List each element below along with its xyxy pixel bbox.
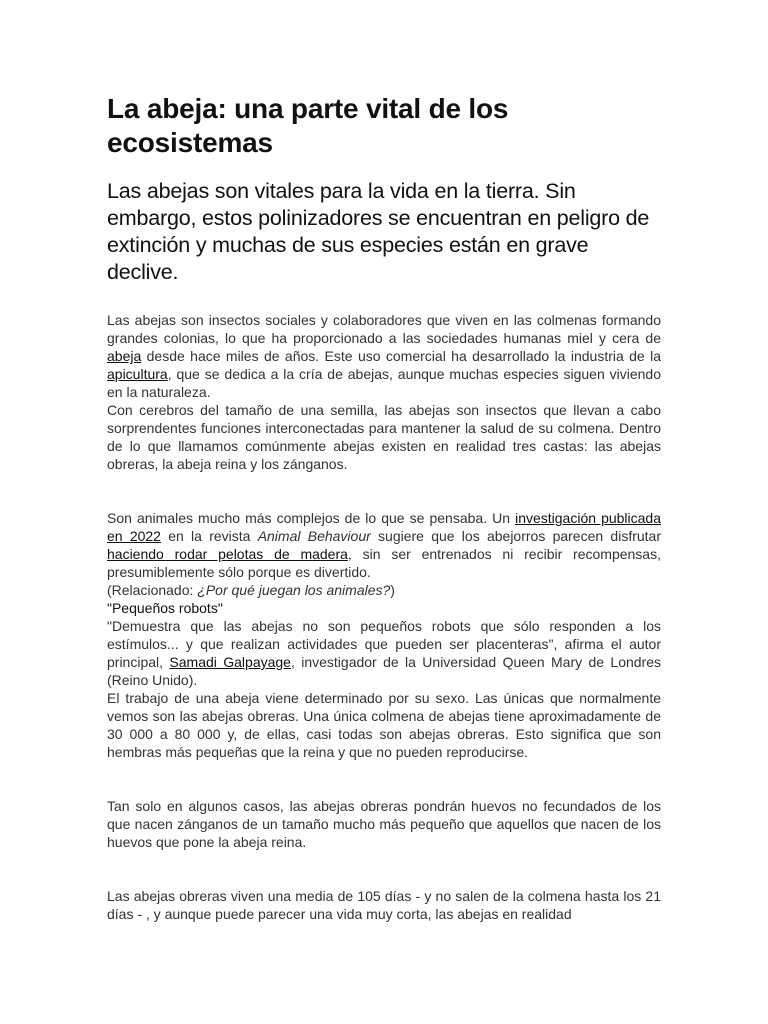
paragraph-text: , que se dedica a la cría de abejas, aunque muchas especies siguen viviendo en la naturaleza.: [107, 366, 661, 400]
link-abeja[interactable]: abeja: [107, 348, 142, 364]
link-apicultura[interactable]: apicultura: [107, 366, 168, 382]
link-pelotas-madera[interactable]: haciendo rodar pelotas de madera: [107, 546, 348, 562]
article: [107, 92, 661, 923]
paragraph-text: en la revista: [160, 528, 258, 544]
paragraph-1: [107, 311, 661, 401]
paragraph-text: Las abejas son insectos sociales y colaboradores que viven en las colmenas formando grandes colonias, lo que ha proporcionado a las sociedades humanas miel y cera de: [107, 312, 661, 346]
article-body: [107, 311, 661, 923]
related-prefix: (Relacionado:: [107, 582, 198, 598]
paragraph-2: Con cerebros del tamaño de una semilla, las abejas son insectos que llevan a cabo sorprendentes funciones interconectadas para mantener la salud de su colmena. Dentro de lo que llamamos comúnmente abejas existen en realidad tres castas: las abejas obreras, la abeja reina y los zánganos.: [107, 402, 661, 472]
paragraph-text: sugiere que los abejorros parecen disfrutar: [370, 528, 661, 544]
paragraph-text: , sin ser entrenados ni recibir recompensas, presumiblemente sólo porque es divertido.: [107, 546, 661, 580]
link-samadi-galpayage[interactable]: Samadi Galpayage: [169, 654, 291, 670]
related-suffix: ): [390, 582, 395, 598]
related-link[interactable]: ¿Por qué juegan los animales?: [197, 582, 391, 598]
paragraph-gap: [107, 761, 661, 797]
paragraph-text: Son animales mucho más complejos de lo que se pensaba. Un: [107, 510, 516, 526]
paragraph-3: [107, 509, 661, 581]
paragraph-text: desde hace miles de años. Este uso comercial ha desarrollado la industria de la: [141, 348, 661, 364]
paragraph-gap: [107, 851, 661, 887]
article-title: La abeja: una parte vital de los ecosistemas: [107, 93, 509, 158]
paragraph-6: Tan solo en algunos casos, las abejas obreras pondrán huevos no fecundados de los que nacen zánganos de un tamaño mucho más pequeño que aquellos que nacen de los huevos que pone la abeja reina.: [107, 798, 661, 850]
paragraph-gap: [107, 473, 661, 509]
journal-name: Animal Behaviour: [257, 528, 371, 544]
paragraph-5: El trabajo de una abeja viene determinado por su sexo. Las únicas que normalmente vemos son las abejas obreras. Una única colmena de abejas tiene aproximadamente de 30 000 a 80 000 y, de ellas, casi todas son abejas obreras. Esto significa que son hembras más pequeñas que la reina y que no pueden reproducirse.: [107, 690, 661, 760]
section-subhead: "Pequeños robots": [107, 600, 223, 616]
paragraph-4: [107, 617, 661, 689]
paragraph-text: , investigador de la Universidad Queen Mary de Londres (Reino Unido).: [107, 654, 662, 688]
paragraph-7: Las abejas obreras viven una media de 105 días - y no salen de la colmena hasta los 21 días - , y aunque puede parecer una vida muy corta, las abejas en realidad: [107, 888, 661, 922]
article-lead: Las abejas son vitales para la vida en la tierra. Sin embargo, estos polinizadores se encuentran en peligro de extinción y muchas de sus especies están en grave declive.: [107, 179, 650, 284]
related-line: [107, 581, 661, 599]
link-investigacion[interactable]: investigación publicada en 2022: [107, 510, 662, 544]
paragraph-text: "Demuestra que las abejas no son pequeños robots que sólo responden a los estímulos... y que realizan actividades que pueden ser placenteras", afirma el autor principal,: [107, 618, 661, 670]
